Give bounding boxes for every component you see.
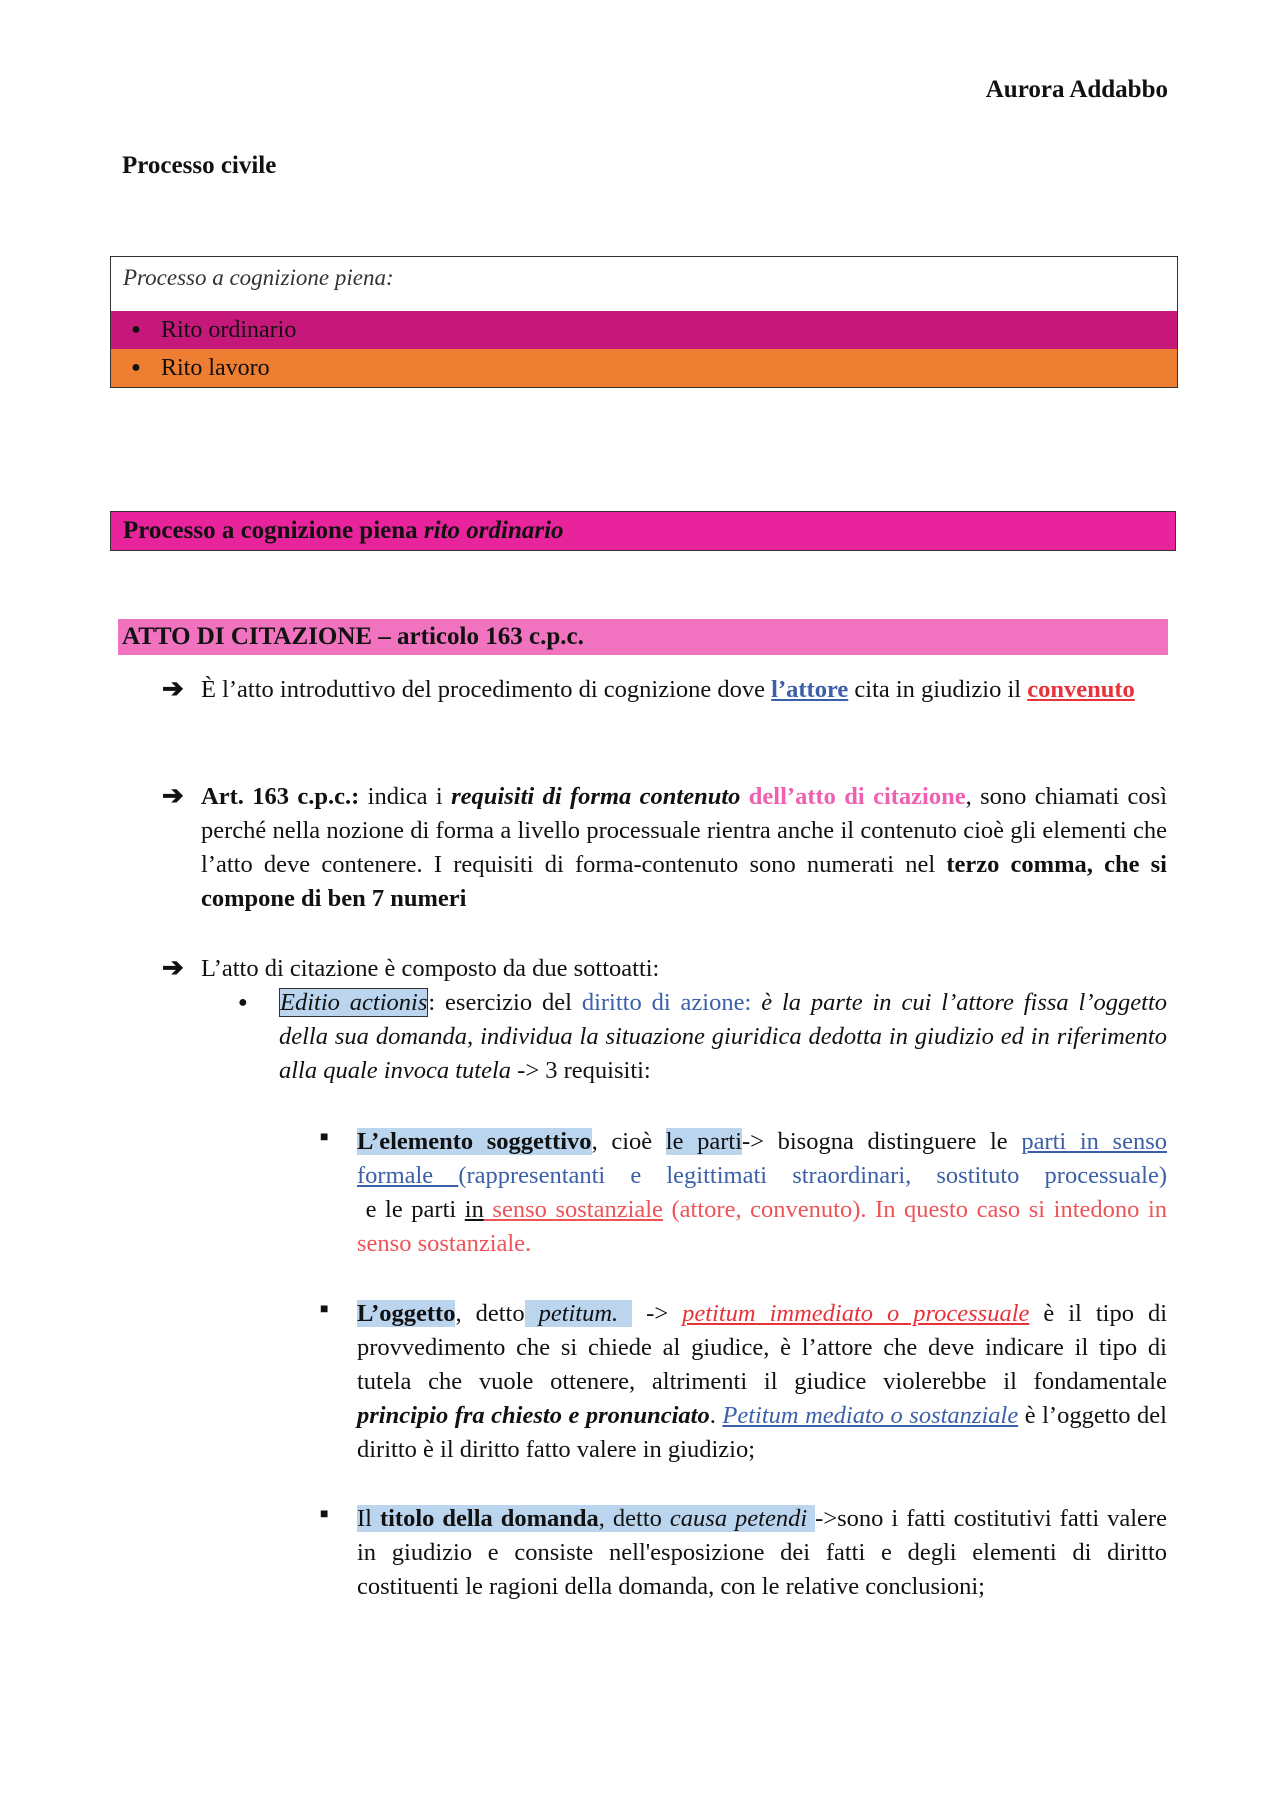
document-title: Processo civile	[122, 152, 277, 179]
arrow-right-icon: ➔	[162, 953, 184, 982]
overview-heading: Processo a cognizione piena:	[123, 265, 394, 290]
arrow-right-icon: ➔	[162, 781, 184, 810]
author-name: Aurora Addabbo	[985, 76, 1168, 103]
list-item	[111, 311, 1177, 349]
elemento-soggettivo: L’elemento soggettivo, cioè le parti-> bisogna distinguere le parti in senso formale (rappresentanti e legittimati straordinari, sostituto processuale) e le parti in senso sostanziale (attore, convenuto). In questo caso si intedono in senso sostanziale.	[357, 1128, 1168, 1257]
paragraph-intro: È l’atto introduttivo del procedimento di cognizione dove l’attore cita in giudizio il convenuto	[201, 676, 1135, 703]
square-bullet-icon: ■	[320, 1507, 329, 1522]
list-item-label: Rito lavoro	[161, 354, 270, 381]
arrow-right-icon: ➔	[162, 674, 184, 703]
overview-box	[110, 256, 1178, 388]
square-bullet-icon: ■	[320, 1302, 329, 1317]
bullet-icon: ●	[131, 321, 141, 338]
paragraph-sottoatti: L’atto di citazione è composto da due sottoatti:	[201, 955, 660, 982]
list-item-label: Rito ordinario	[161, 316, 297, 343]
paragraph-art163: Art. 163 c.p.c.: indica i requisiti di forma contenuto dell’atto di citazione, sono chiamati così perché nella nozione di forma a livello processuale rientra anche il contenuto cioè gli elementi che l’atto deve contenere. I requisiti di forma-contenuto sono numerati nel terzo comma, che si compone di ben 7 numeri	[201, 783, 1168, 912]
citazione-header: ATTO DI CITAZIONE – articolo 163 c.p.c.	[118, 619, 1168, 655]
oggetto: L’oggetto, detto petitum. -> petitum immediato o processuale è il tipo di provvedimento che si chiede al giudice, è l’attore che deve indicare il tipo di tutela che vuole ottenere, altrimenti il giudice violerebbe il fondamentale principio fra chiesto e pronunciato. Petitum mediato o sostanziale è l’oggetto del diritto è il diritto fatto valere in giudizio;	[357, 1300, 1167, 1463]
section-title: Processo a cognizione piena rito ordinario	[110, 511, 1176, 551]
bullet-icon: ●	[131, 359, 141, 376]
bullet-icon: ●	[238, 994, 248, 1011]
square-bullet-icon: ■	[320, 1130, 329, 1145]
editio-actionis: Editio actionis: esercizio del diritto di azione: è la parte in cui l’attore fissa l’oggetto della sua domanda, individua la situazione giuridica dedotta in giudizio ed in riferimento alla quale invoca tutela -> 3 requisiti:	[279, 989, 1168, 1084]
titolo-domanda: Il titolo della domanda, detto causa petendi ->sono i fatti costitutivi fatti valere in giudizio e consiste nell'esposizione dei fatti e degli elementi di diritto costituenti le ragioni della domanda, con le relative conclusioni;	[357, 1505, 1167, 1600]
list-item	[111, 349, 1177, 387]
